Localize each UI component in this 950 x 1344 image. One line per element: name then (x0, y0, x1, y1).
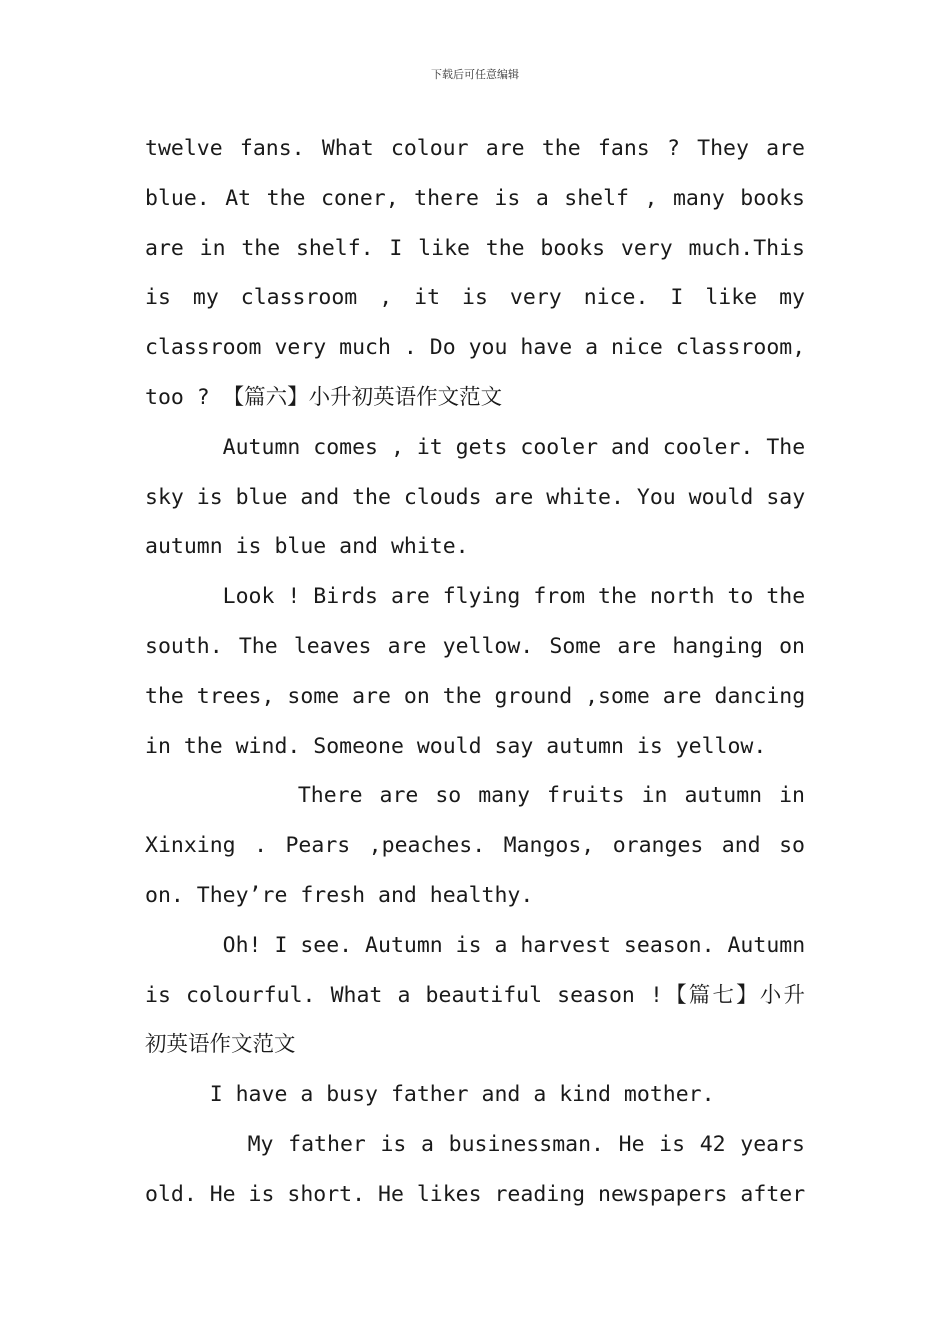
text-line: twelve fans. What colour are the fans ? They are (145, 136, 805, 161)
text-line: My father is a businessman. He is 42 years (145, 1131, 805, 1157)
text-line: are in the shelf. I like the books very much.This (145, 235, 805, 261)
section-heading-line: is colourful. What a beautiful season !【篇七】小升 (145, 982, 805, 1008)
document-body (145, 124, 805, 1220)
text-line: sky is blue and the clouds are white. You would say (145, 484, 806, 510)
text-line: the trees, some are on the ground ,some are dancing (145, 683, 806, 709)
text-line: Xinxing . Pears ,peaches. Mangos, oranges and so (145, 833, 805, 859)
text-line: old. He is short. He likes reading newspapers after (145, 1181, 806, 1207)
text-line: south. The leaves are yellow. Some are hanging on (145, 633, 805, 659)
text-line: on. They’re fresh and healthy. (145, 882, 534, 908)
page-header: 下载后可任意编辑 (431, 68, 519, 81)
text-line: classroom very much . Do you have a nice classroom, (145, 335, 806, 361)
section-heading-line: too ? 【篇六】小升初英语作文范文 (145, 384, 503, 410)
text-line: blue. At the coner, there is a shelf , many books (145, 185, 805, 211)
text-line: Autumn comes , it gets cooler and cooler. The (145, 434, 806, 460)
text-line: Oh! I see. Autumn is a harvest season. Autumn (145, 932, 806, 958)
text-line: autumn is blue and white. (145, 534, 469, 560)
section-heading-line: 初英语作文范文 (145, 1032, 296, 1058)
text-line: I have a busy father and a kind mother. (145, 1082, 715, 1108)
text-line: in the wind. Someone would say autumn is yellow. (145, 733, 767, 759)
text-line: There are so many fruits in autumn in (145, 783, 805, 809)
text-line: is my classroom , it is very nice. I like my (145, 285, 805, 311)
text-line: Look ! Birds are flying from the north to the (145, 584, 806, 610)
